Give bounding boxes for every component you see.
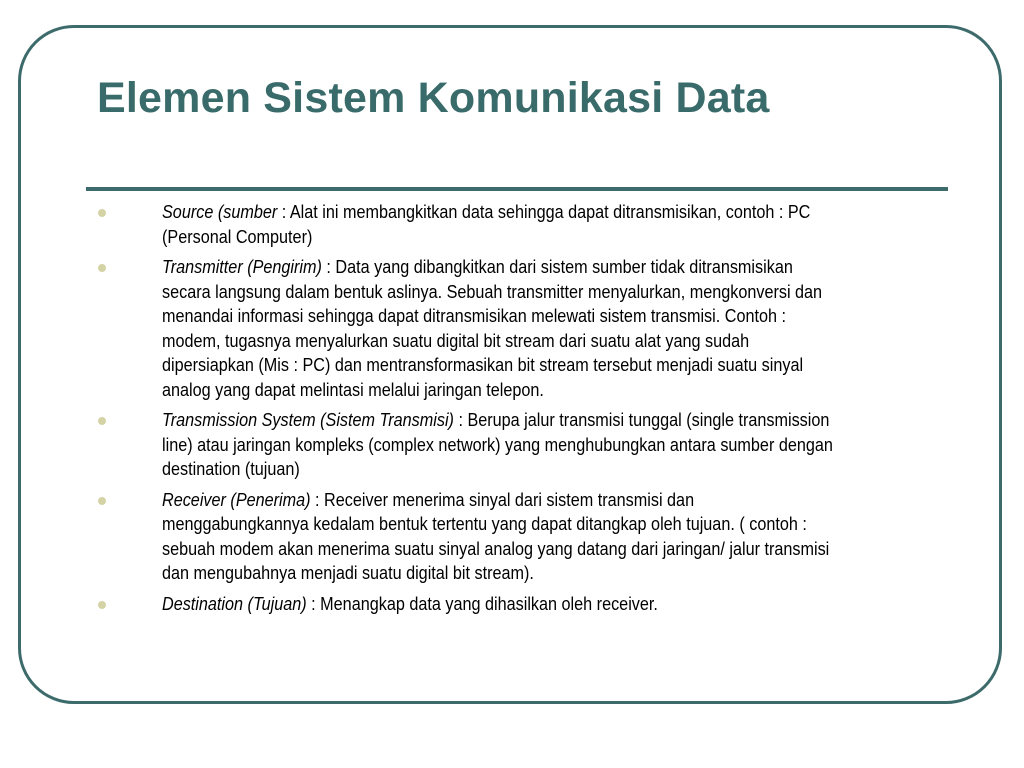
bullet-term: Destination (Tujuan) (162, 593, 307, 614)
bullet-term: Transmitter (Pengirim) (162, 257, 322, 277)
bullet-content (162, 488, 842, 586)
bullet-dot-icon (98, 209, 106, 217)
bullet-content (162, 408, 842, 482)
bullet-dot-icon (98, 497, 106, 505)
bullet-content (162, 200, 842, 249)
bullet-text: : Menangkap data yang dihasilkan oleh receiver. (306, 593, 658, 614)
bullet-dot-icon (98, 264, 106, 272)
bullet-dot-icon (98, 417, 106, 425)
bullet-text: : Data yang dibangkitkan dari sistem sumber tidak ditransmisikan secara langsung dalam bentuk aslinya. Sebuah transmitter menyalurkan, mengkonversi dan menandai informasi sehingga dapat ditransmisikan melewati sistem transmisi. Contoh : modem, tugasnya menyalurkan suatu digital bit stream dari suatu alat yang sudah dipersiapkan (Mis : PC) dan mentransformasikan bit stream tersebut menjadi suatu sinyal analog yang dapat melintasi melalui jaringan telepon. (162, 257, 823, 400)
bullet-text: : Berupa jalur transmisi tunggal (single transmission line) atau jaringan kompleks (complex network) yang menghubungkan antara sumber dengan destination (tujuan) (162, 410, 833, 479)
bullet-term: Source (sumber (162, 202, 278, 222)
bullet-dot-icon (98, 601, 106, 609)
title-divider (86, 187, 948, 191)
bullet-content (162, 592, 842, 617)
bullet-content (162, 255, 842, 402)
bullet-term: Receiver (Penerima) (162, 489, 311, 510)
bullet-item-transmitter (96, 255, 946, 402)
bullet-item-source (96, 200, 946, 249)
bullet-item-receiver (96, 488, 946, 586)
bullet-term: Transmission System (Sistem Transmisi) (162, 410, 454, 430)
bullet-item-destination (96, 592, 946, 617)
slide-title: Elemen Sistem Komunikasi Data (97, 74, 770, 122)
bullet-item-transmission-system (96, 408, 946, 482)
bullet-text: : Alat ini membangkitkan data sehingga dapat ditransmisikan, contoh : PC (Personal Computer) (162, 202, 811, 247)
bullet-text: : Receiver menerima sinyal dari sistem transmisi dan menggabungkannya kedalam bentuk tertentu yang dapat ditangkap oleh tujuan. ( contoh : sebuah modem akan menerima suatu sinyal analog yang datang dari jaringan/ jalur transmisi dan mengubahnya menjadi suatu digital bit stream). (162, 489, 830, 583)
bullet-list (96, 200, 946, 622)
